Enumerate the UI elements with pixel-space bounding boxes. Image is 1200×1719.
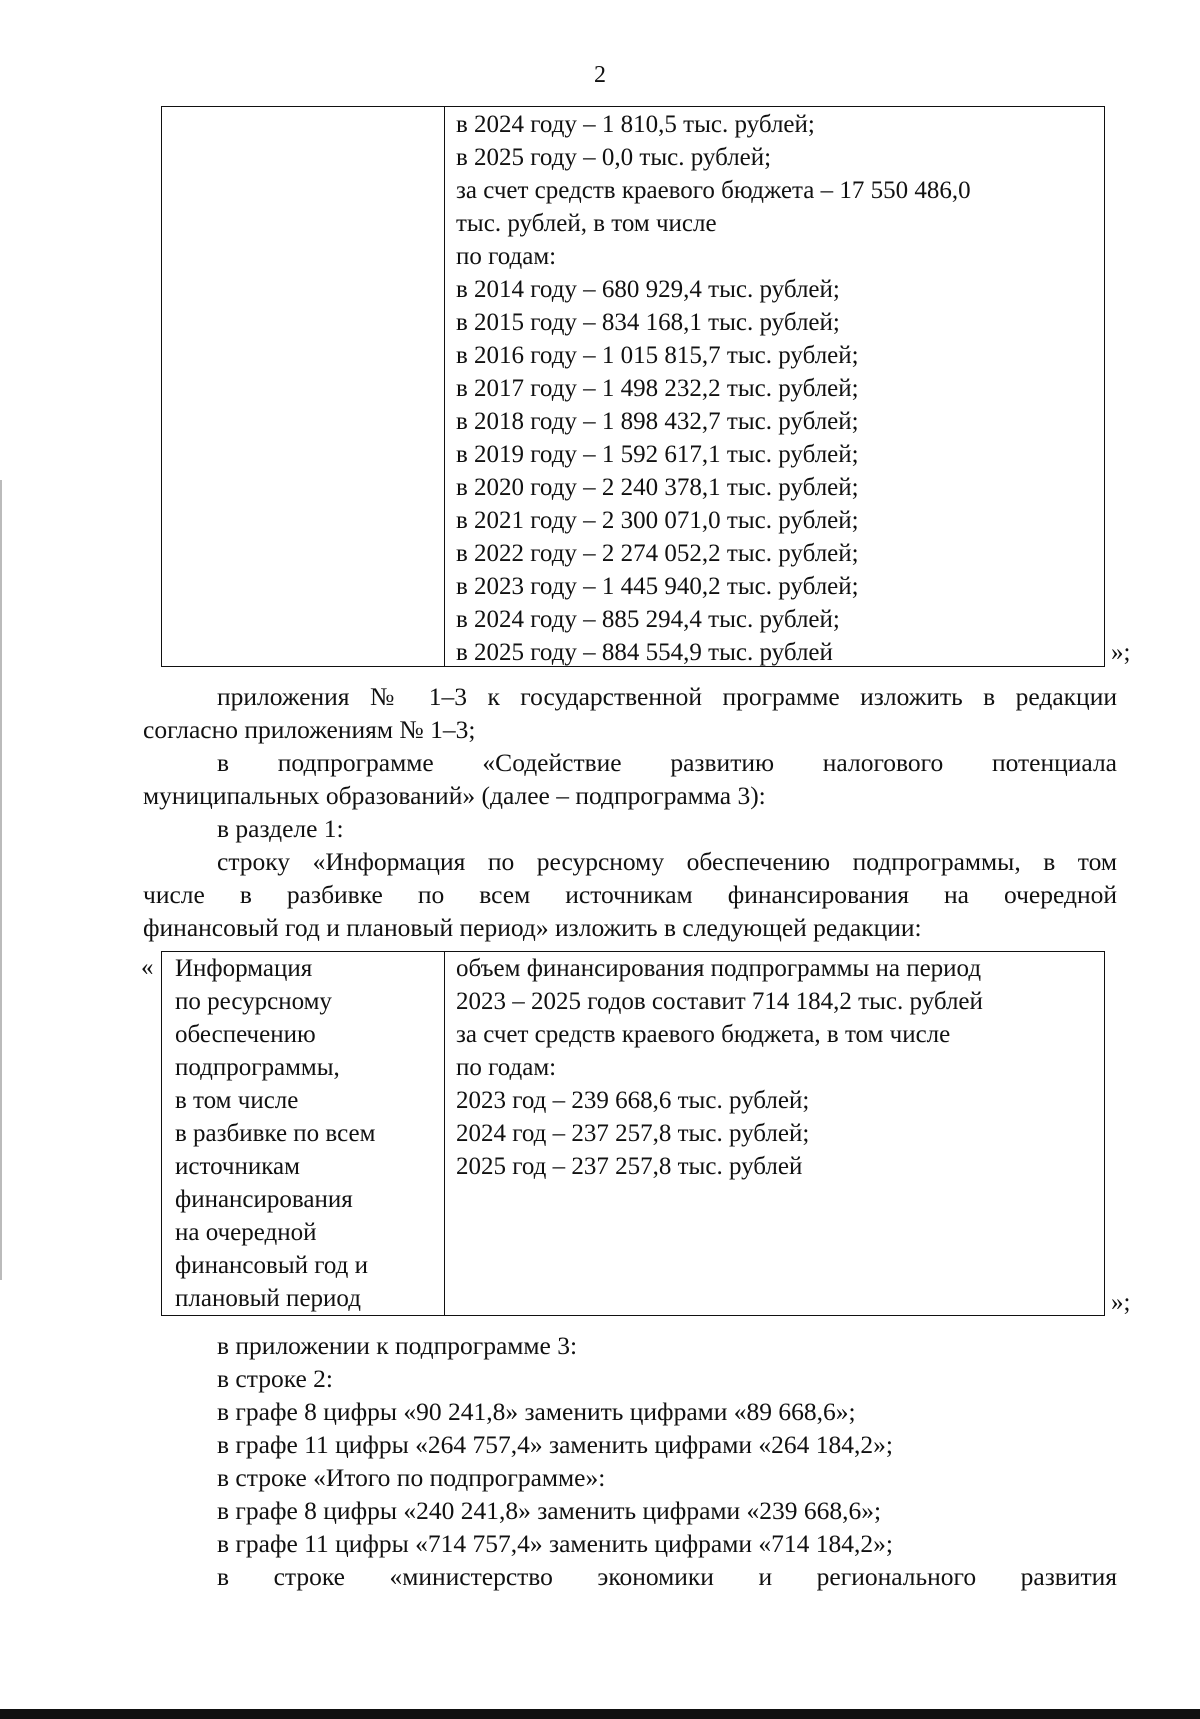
table1-line: по годам: (456, 243, 557, 270)
table2-right-line: 2023 год – 239 668,6 тыс. рублей; (456, 1087, 810, 1114)
table1-right-cell (445, 107, 1104, 666)
table1-line: за счет средств краевого бюджета – 17 550 486,0 (456, 177, 971, 204)
table2-left-line: финансовый год и (175, 1252, 369, 1279)
table1-line: в 2020 году – 2 240 378,1 тыс. рублей; (456, 474, 859, 501)
paragraph-line: числе в разбивке по всем источникам финансирования на очередной (143, 880, 1117, 909)
table2-right-line: 2023 – 2025 годов составит 714 184,2 тыс. рублей (456, 988, 983, 1015)
paragraph-line: строку «Информация по ресурсному обеспечению подпрограммы, в том (217, 847, 1117, 876)
paragraph-line: муниципальных образований» (далее – подпрограмма 3): (143, 781, 766, 810)
table1-line: в 2017 году – 1 498 232,2 тыс. рублей; (456, 375, 859, 402)
paragraph-line: в строке 2: (217, 1364, 333, 1393)
table2-left-cell (162, 952, 445, 1315)
paragraph-line: в графе 11 цифры «714 757,4» заменить цифрами «714 184,2»; (217, 1529, 893, 1558)
table2-right-line: 2024 год – 237 257,8 тыс. рублей; (456, 1120, 810, 1147)
scan-edge-line (0, 480, 2, 1280)
table1-line: в 2024 году – 1 810,5 тыс. рублей; (456, 111, 815, 138)
table1-line: в 2025 году – 884 554,9 тыс. рублей (456, 639, 833, 666)
paragraph-line: в разделе 1: (217, 814, 344, 843)
table2-right-line: объем финансирования подпрограммы на период (456, 955, 982, 982)
table1-line: в 2025 году – 0,0 тыс. рублей; (456, 144, 772, 171)
table1-line: в 2021 году – 2 300 071,0 тыс. рублей; (456, 507, 859, 534)
table2-left-line: подпрограммы, (175, 1054, 340, 1081)
table1-left-cell (162, 107, 445, 666)
table1-closing-mark: »; (1111, 639, 1131, 666)
table2-closing-mark: »; (1111, 1289, 1131, 1316)
table1-line: в 2018 году – 1 898 432,7 тыс. рублей; (456, 408, 859, 435)
table1-line: тыс. рублей, в том числе (456, 210, 717, 237)
table2-right-line: 2025 год – 237 257,8 тыс. рублей (456, 1153, 803, 1180)
paragraph-line: в приложении к подпрограмме 3: (217, 1331, 578, 1360)
table2-left-line: финансирования (175, 1186, 353, 1213)
page-number: 2 (594, 62, 606, 88)
amendment-text-2 (143, 1329, 1117, 1593)
table1-line: в 2015 году – 834 168,1 тыс. рублей; (456, 309, 840, 336)
table1-line: в 2016 году – 1 015 815,7 тыс. рублей; (456, 342, 859, 369)
paragraph-line: в строке «министерство экономики и регионального развития (217, 1562, 1117, 1591)
paragraph-line: в строке «Итого по подпрограмме»: (217, 1463, 606, 1492)
financing-table-2 (161, 951, 1105, 1316)
paragraph-line: согласно приложениям № 1–3; (143, 715, 476, 744)
table1-line: в 2022 году – 2 274 052,2 тыс. рублей; (456, 540, 859, 567)
table1-line: в 2023 году – 1 445 940,2 тыс. рублей; (456, 573, 859, 600)
paragraph-line: приложения № 1–3 к государственной программе изложить в редакции (217, 682, 1117, 711)
table2-left-line: плановый период (175, 1285, 361, 1312)
table2-right-line: за счет средств краевого бюджета, в том числе (456, 1021, 951, 1048)
table1-line: в 2019 году – 1 592 617,1 тыс. рублей; (456, 441, 859, 468)
paragraph-line: в графе 11 цифры «264 757,4» заменить цифрами «264 184,2»; (217, 1430, 893, 1459)
table2-left-line: обеспечению (175, 1021, 316, 1048)
table2-left-line: по ресурсному (175, 988, 332, 1015)
amendment-text-1 (143, 680, 1117, 944)
table2-right-line: по годам: (456, 1054, 557, 1081)
table2-left-line: Информация (175, 955, 313, 982)
table2-left-line: на очередной (175, 1219, 317, 1246)
table2-left-line: в том числе (175, 1087, 299, 1114)
scan-bottom-border (0, 1709, 1200, 1719)
paragraph-line: в подпрограмме «Содействие развитию налогового потенциала (217, 748, 1117, 777)
paragraph-line: в графе 8 цифры «240 241,8» заменить цифрами «239 668,6»; (217, 1496, 882, 1525)
financing-table-1 (161, 106, 1105, 667)
paragraph-line: финансовый год и плановый период» изложить в следующей редакции: (143, 913, 922, 942)
paragraph-line: в графе 8 цифры «90 241,8» заменить цифрами «89 668,6»; (217, 1397, 856, 1426)
table2-left-line: источникам (175, 1153, 300, 1180)
table2-left-line: в разбивке по всем (175, 1120, 376, 1147)
table1-line: в 2024 году – 885 294,4 тыс. рублей; (456, 606, 840, 633)
table2-opening-mark: « (141, 954, 154, 981)
table2-right-cell (445, 952, 1104, 1315)
table1-line: в 2014 году – 680 929,4 тыс. рублей; (456, 276, 840, 303)
